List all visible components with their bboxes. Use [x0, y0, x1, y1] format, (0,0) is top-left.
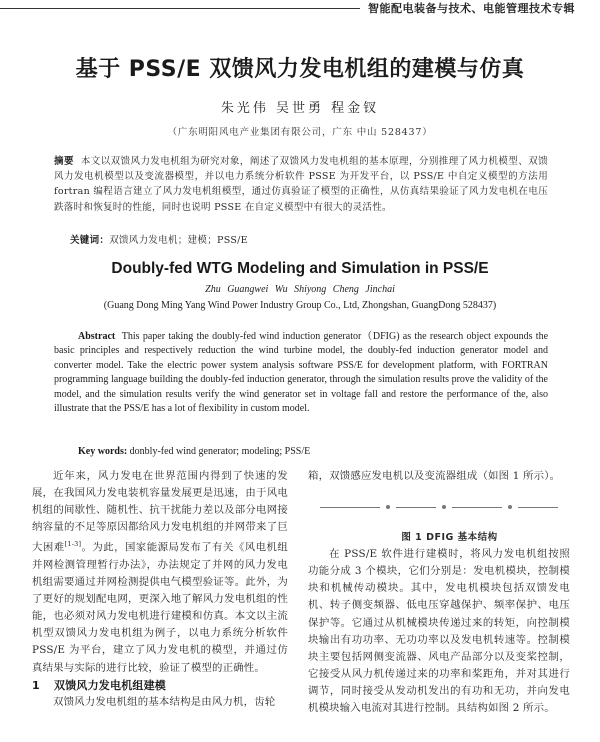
english-authors: Zhu Guangwei Wu Shiyong Cheng Jinchai: [205, 284, 395, 295]
body-left-column: [32, 468, 288, 711]
chinese-abstract-label: 摘要: [54, 156, 74, 167]
affiliation: （广东明阳风电产业集团有限公司，广东 中山 528437）: [167, 127, 433, 138]
chinese-keywords-text: 双馈风力发电机；建模；PSS/E: [109, 235, 248, 246]
continued-paragraph: 箱，双馈感应发电机以及变流器组成（如图 1 所示）。: [308, 470, 561, 482]
diagram-node: [386, 505, 390, 509]
english-keywords-label: Key words:: [78, 446, 128, 457]
english-abstract-text: This paper taking the doubly-fed wind induction generator（DFIG) as the research object expounds the basic principles and respectively reduction the wind turbine model, the doubly-fed induction generator model and converter model. Take the electric power system analysis software PSS/E for development platform, with FORTRAN programming language building the doubly-fed induction generator, through the simulation results prove the validity of the model, and the simulation results verify the wind generator set in voltage fall and restore the performance of the, also illustrate that the PSS/E has a lot of flexibility in custom model.: [54, 331, 549, 415]
figure-1-diagram: [308, 489, 570, 529]
body-right-column: [308, 468, 570, 717]
intro-paragraph: [32, 468, 288, 677]
diagram-line: [518, 507, 558, 508]
section-number: 1: [32, 678, 40, 692]
diagram-line: [452, 507, 502, 508]
english-keywords-text: donbly-fed wind generator; modeling; PSS/E: [129, 446, 311, 457]
english-abstract: [54, 330, 548, 416]
header-rule: [0, 8, 360, 9]
section-title: 双馈风力发电机组建模: [54, 678, 166, 692]
figure-1-caption: 图 1 DFIG 基本结构: [401, 532, 498, 544]
chinese-abstract-text: 本文以双馈风力发电机组为研究对象，阐述了双馈风力发电机组的基本原理，分别推理了风力机模型、双馈风力发电机模型以及变流器模型，并以电力系统分析软件 PSSE 为开发平台，以 PSS/E 中自定义模型的方法用 fortran 编程语言建立了风力发电机组模型，通过仿真验证了模型的正确性，从仿真结果验证了风力发电机在电压跌落时和恢复时的性能，同时也说明 PSSE 在自定义模型中有很大的灵活性。: [54, 156, 548, 213]
section-heading: [32, 677, 288, 694]
english-affiliation: (Guang Dong Ming Yang Wind Power Industry Group Co., Ltd, Zhongshan, GuangDong 528437): [103, 300, 497, 311]
chinese-keywords: [70, 232, 548, 246]
running-head: 智能配电装备与技术、电能管理技术专辑: [368, 2, 575, 15]
chinese-abstract: [54, 154, 548, 215]
diagram-node: [508, 505, 512, 509]
chinese-keywords-label: 关键词：: [70, 235, 110, 246]
english-keywords: [78, 446, 548, 457]
paper-title: 基于 PSS/E 双馈风力发电机组的建模与仿真: [75, 57, 525, 82]
authors: 朱光伟 吴世勇 程金钗: [220, 101, 380, 116]
diagram-node: [442, 505, 446, 509]
english-abstract-label: Abstract: [78, 331, 116, 342]
intro-text-part2: 。为此，国家能源局发布了有关《风电机组并网检测管理暂行办法》，办法规定了并网的风力发电机组需要通过并网检测提供电气模型验证等。此外，为了更好的规划配电网，更深入地了解风力发电机组的性能，也必须对风力发电机进行建模和仿真。本文以主流机型双馈风力发电机组为例子，以电力系统分析软件 PSS/E 为平台，建立了风力发电机的模型，并通过仿真结果与实际的进行比较，验证了模型的正确性。: [32, 541, 288, 674]
diagram-line: [396, 507, 436, 508]
intro-text-part1: 近年来，风力发电在世界范围内得到了快速的发展，在我国风力发电装机容量发展更是迅速，由于风电机组的间歇性、随机性、抗干扰能力差以及部分电网接纳容量的不足等原因都给风力发电机组的并网带来了巨大困难: [32, 470, 288, 554]
section-paragraph: 双馈风力发电机组的基本结构是由风力机，齿轮: [53, 695, 276, 708]
diagram-line: [320, 507, 380, 508]
citation-ref: [1-3]: [64, 540, 82, 549]
model-description-paragraph: 在 PSS/E 软件进行建模时，将风力发电机组按照功能分成 3 个模块，它们分别是：发电机模块，控制模块和机械传动模块。其中，发电机模块包括双馈发电机、转子侧变频器、低电压穿越保护、频率保护、电压保护等。它通过从机械模块传递过来的转矩，向控制模块输出有功功率、无功功率以及发电机转速等。控制模块主要包括网侧变流器、风电产品部分以及变桨控制，它接受从风力机传递过来的功率和桨距角，并对其进行调节，同时接受从发动机发出的有功和无功，并向发电机模块输入电流对其进行控制。具结构如图 2 所示。: [308, 548, 570, 715]
english-title: Doubly-fed WTG Modeling and Simulation in PSS/E: [111, 260, 489, 277]
